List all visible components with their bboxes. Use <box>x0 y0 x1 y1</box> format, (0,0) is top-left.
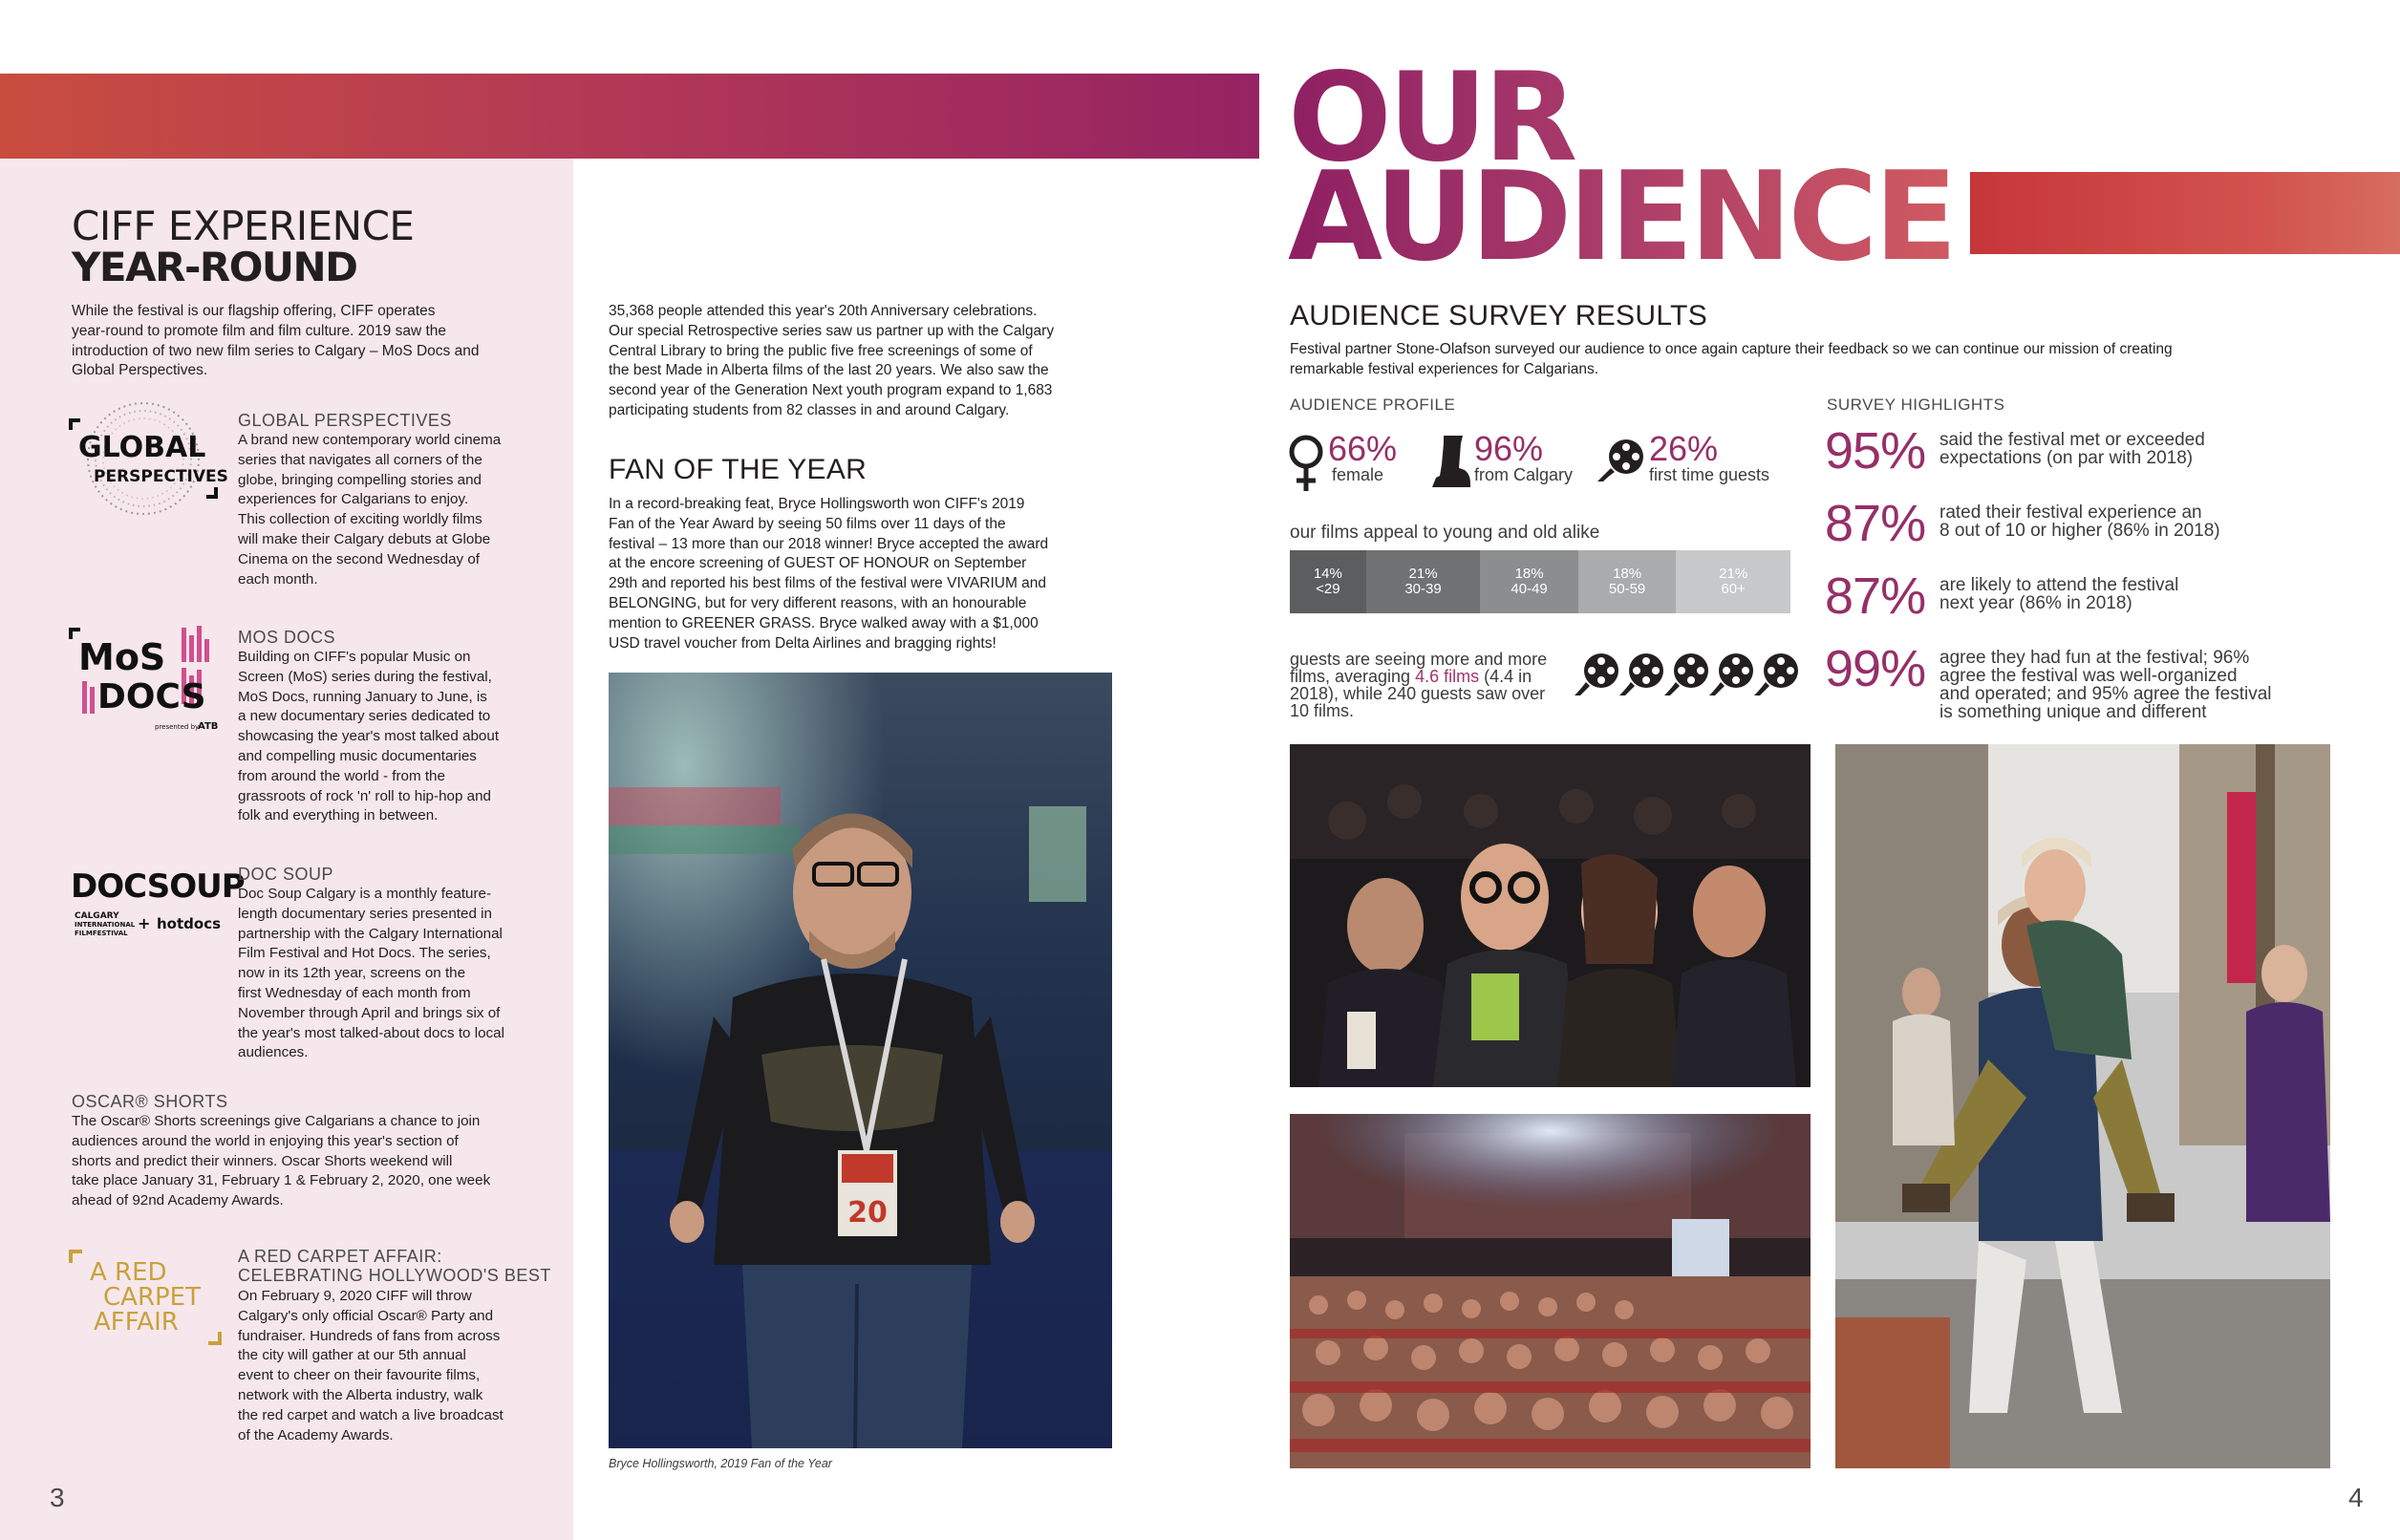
right-gradient-bar <box>1970 172 2400 254</box>
survey-title: AUDIENCE SURVEY RESULTS <box>1290 300 1708 332</box>
section-body: Doc Soup Calgary is a monthly feature- length documentary series presented in partnership with the Calgary International Film Festival and Hot Docs. The series, now in its 12th year, screens on the first Wednesday of each month from November through April and brings six of the year's most talked-about docs to local audiences. <box>238 886 504 1061</box>
reel-icon-5 <box>1754 653 1798 695</box>
mos-logo-word-1: MoS <box>78 636 166 678</box>
atb-logo-text: ATB <box>198 721 219 732</box>
carpet-logo-line-1: A RED <box>90 1258 167 1287</box>
left-intro: While the festival is our flagship offering, CIFF operates year-round to promote film and film culture. 2019 saw the introduction of two new film series to Calgary – MoS Docs and Global Perspectives. <box>72 303 480 379</box>
section-body: A brand new contemporary world cinema series that navigates all corners of the globe, bringing compelling stories and experiences for Calgarians to enjoy. This collection of exciting worldly films will make their Calgary debuts at Globe Cinema on the second Wednesday of each month. <box>238 432 502 588</box>
doc-soup-logo <box>71 865 245 951</box>
profile-female: 66% female <box>1328 429 1398 484</box>
carpet-logo-line-3: AFFAIR <box>94 1308 179 1337</box>
top-gradient-bar <box>0 74 1259 159</box>
section-red-carpet <box>238 1247 568 1445</box>
audience-profile-label: AUDIENCE PROFILE <box>1290 396 1456 414</box>
age-segment <box>1366 550 1481 613</box>
red-carpet-affair-logo <box>69 1250 222 1345</box>
survey-highlights <box>1825 424 2389 721</box>
film-reel-icons-row <box>1575 650 1790 699</box>
svg-text:+: + <box>138 914 151 932</box>
section-body: On February 9, 2020 CIFF will throw Calgary's only official Oscar® Party and fundraiser. Hundreds of fans from across the city will gather at our 5th annual event to cheer on their favourite films, network with the Alberta industry, walk the red carpet and watch a live broadcast of the Academy Awards. <box>238 1288 504 1444</box>
page-number-left: 3 <box>50 1483 65 1512</box>
mos-presented-by: presented by <box>155 723 200 731</box>
age-segment <box>1578 550 1677 613</box>
profile-calgary: 96% from Calgary <box>1474 429 1574 484</box>
age-segment-pct: 21% <box>1719 566 1748 582</box>
age-segment-range: <29 <box>1316 581 1340 597</box>
survey-highlights-label: SURVEY HIGHLIGHTS <box>1827 396 2005 414</box>
age-segment <box>1676 550 1790 613</box>
section-title: GLOBAL PERSPECTIVES <box>238 411 452 430</box>
films-average-highlight: 4.6 films <box>1415 667 1480 686</box>
heading-line-1: CIFF EXPERIENCE <box>72 203 415 249</box>
fan-of-year-title: FAN OF THE YEAR <box>609 454 868 485</box>
page-number-right: 4 <box>2348 1483 2364 1512</box>
age-segment <box>1290 550 1366 613</box>
highlight-item: 95% said the festival met or exceeded expectations (on par with 2018) <box>1825 422 2205 480</box>
global-logo-word-1: GLOBAL <box>78 431 206 464</box>
middle-intro: 35,368 people attended this year's 20th Anniversary celebrations. Our special Retrospective series saw us partner up with the Calgary Central Library to bring the public five free screenings of some of the best Made in Alberta films of the last 20 years. We also saw the second year of the Generation Next youth program expand to 1,683 participating students from 82 classes in and around Calgary. <box>609 303 1055 418</box>
age-segment <box>1480 550 1578 613</box>
cowboy-boot-icon <box>1430 436 1472 489</box>
section-doc-soup <box>238 865 568 1063</box>
lanyard-badge-number: 20 <box>847 1196 888 1230</box>
section-body: Building on CIFF's popular Music on Screen (MoS) series during the festival, MoS Docs, running January to June, is a new documentary series dedicated to showcasing the year's most talked about and compelling music documentaries from around the world - from the grassroots of rock 'n' roll to hip-hop and folk and everything in between. <box>238 649 500 824</box>
film-reel-icon <box>1597 438 1647 483</box>
mos-docs-logo <box>69 626 217 736</box>
hotdocs-logo-word: hotdocs <box>157 915 222 932</box>
photo-caption: Bryce Hollingsworth, 2019 Fan of the Year <box>609 1457 832 1470</box>
reel-icon-2 <box>1619 653 1663 695</box>
section-oscar-shorts <box>72 1092 568 1211</box>
docsoup-logo-word: DOCSOUP <box>71 867 245 906</box>
svg-text:CALGARY: CALGARY <box>75 911 119 921</box>
carpet-logo-line-2: CARPET <box>103 1283 201 1312</box>
reel-icon-4 <box>1709 653 1753 695</box>
age-distribution-bar <box>1290 550 1790 613</box>
age-segment-range: 30-39 <box>1404 581 1442 597</box>
age-caption: our films appeal to young and old alike <box>1290 523 1600 543</box>
audience-photo-theatre-crowd <box>1290 1114 1811 1468</box>
survey-intro: Festival partner Stone-Olafson surveyed our audience to once again capture their feedback so we can continue our mission of creating remarkable festival experiences for Calgarians. <box>1290 341 2173 377</box>
highlight-item: 87% are likely to attend the festival next year (86% in 2018) <box>1825 567 2179 625</box>
age-segment-range: 40-49 <box>1511 581 1548 597</box>
title-line-2: AUDIENCE <box>1288 146 1954 289</box>
age-segment-range: 60+ <box>1721 581 1746 597</box>
section-mos-docs <box>238 628 568 826</box>
age-segment-range: 50-59 <box>1608 581 1646 597</box>
reel-icon-3 <box>1664 653 1708 695</box>
audience-photo-cinema-seats <box>1290 744 1811 1087</box>
highlight-item: 99% agree they had fun at the festival; 96% agree the festival was well-organized and operated; and 95% agree the festival is something unique and different <box>1825 640 2272 722</box>
audience-photo-street <box>1835 744 2330 1468</box>
fan-of-year-photo <box>609 673 1112 1448</box>
section-title-1: A RED CARPET AFFAIR: <box>238 1247 442 1266</box>
section-title: DOC SOUP <box>238 865 334 884</box>
title-line-1: OUR <box>1288 47 1575 189</box>
profile-first-time: 26% first time guests <box>1649 429 1770 484</box>
global-perspectives-logo <box>67 399 228 518</box>
heading-line-2: YEAR-ROUND <box>72 244 357 290</box>
left-heading <box>72 203 415 290</box>
age-segment-pct: 18% <box>1613 566 1642 582</box>
svg-text:FILMFESTIVAL: FILMFESTIVAL <box>75 930 128 937</box>
section-title-2: CELEBRATING HOLLYWOOD'S BEST <box>238 1266 551 1285</box>
fan-of-year-body: In a record-breaking feat, Bryce Hollingsworth won CIFF's 2019 Fan of the Year Award by seeing 50 films over 11 days of the festival – 13 more than our 2018 winner! Bryce accepted the award at the encore screening of GUEST OF HONOUR on September 29th and reported his best films of the festival were VIVARIUM and BELONGING, but for very different reasons, with an honourable mention to GREENER GRASS. Bryce walked away with a $1,000 USD travel voucher from Delta Airlines and bragging rights! <box>609 496 1049 652</box>
section-body: The Oscar® Shorts screenings give Calgarians a chance to join audiences around the world in enjoying this year's section of shorts and predict their winners. Oscar Shorts weekend will take place January 31, February 1 & February 2, 2020, one week ahead of 92nd Academy Awards. <box>72 1113 491 1209</box>
films-average-text: guests are seeing more and more films, averaging 4.6 films (4.4 in 2018), while 240 guests saw over 10 films. <box>1290 650 1548 720</box>
age-segment-pct: 18% <box>1514 566 1544 582</box>
mos-logo-word-2: DOCS <box>97 677 206 717</box>
female-icon <box>1287 434 1325 493</box>
svg-text:INTERNATIONAL: INTERNATIONAL <box>75 921 136 929</box>
highlight-item: 87% rated their festival experience an 8 out of 10 or higher (86% in 2018) <box>1825 495 2220 552</box>
section-title: MOS DOCS <box>238 628 336 647</box>
section-title: OSCAR® SHORTS <box>72 1092 228 1111</box>
our-audience-title <box>1288 47 1954 289</box>
age-segment-pct: 14% <box>1313 566 1342 582</box>
age-segment-pct: 21% <box>1408 566 1438 582</box>
global-logo-word-2: PERSPECTIVES <box>94 467 228 486</box>
section-global-perspectives <box>238 411 568 589</box>
